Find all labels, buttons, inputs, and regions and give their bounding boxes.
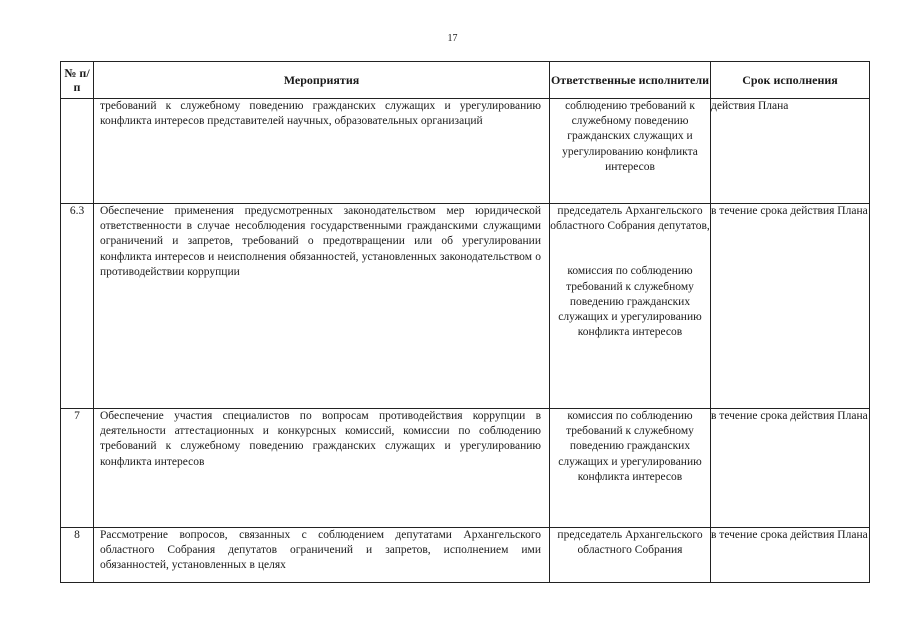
row-action: требований к служебному поведению гражданских служащих и урегулированию конфликта интересов представителей научных, образовательных организаций — [94, 99, 550, 204]
plan-table — [60, 61, 870, 583]
page-number: 17 — [447, 33, 458, 44]
header-responsible: Ответственные исполнители — [550, 62, 711, 99]
row-term: действия Плана — [711, 99, 870, 204]
row-num: 8 — [61, 528, 94, 583]
row-action: Рассмотрение вопросов, связанных с соблюдением депутатами Архангельского областного Собрания депутатов ограничений и запретов, исполнением ими обязанностей, установленных в целях — [94, 528, 550, 583]
responsible-text: председатель Архангельского областного Собрания — [557, 529, 703, 557]
row-responsible — [550, 528, 711, 583]
row-num — [61, 99, 94, 204]
row-action: Обеспечение применения предусмотренных законодательством мер юридической ответственности в случае несоблюдения государственными гражданскими служащими ограничений и запретов, требований о предотвращении или об урегулировании конфликта интересов и неисполнения обязанностей, установленных законодательством о противодействии коррупции — [94, 204, 550, 409]
row-num: 6.3 — [61, 204, 94, 409]
row-responsible — [550, 204, 711, 409]
row-term: в течение срока действия Плана — [711, 204, 870, 409]
header-term: Срок исполнения — [711, 62, 870, 99]
spacer — [550, 234, 710, 264]
table-row — [61, 528, 870, 583]
table-row — [61, 204, 870, 409]
responsible-text: комиссия по соблюдению требований к служебному поведению гражданских служащих и урегулированию конфликта интересов — [558, 410, 702, 483]
table-header-row — [61, 62, 870, 99]
table-row — [61, 99, 870, 204]
row-num: 7 — [61, 409, 94, 528]
table-row — [61, 409, 870, 528]
row-action: Обеспечение участия специалистов по вопросам противодействия коррупции в деятельности аттестационных и конкурсных комиссий, комиссии по соблюдению требований к служебному поведению гражданских служащих и урегулированию конфликта интересов — [94, 409, 550, 528]
header-num: № п/п — [61, 62, 94, 99]
responsible-text: председатель Архангельского областного Собрания депутатов, — [550, 205, 710, 233]
responsible-text-2: комиссия по соблюдению требований к служебному поведению гражданских служащих и урегулированию конфликта интересов — [558, 265, 702, 339]
responsible-text: соблюдению требований к служебному поведению гражданских служащих и урегулированию конфликта интересов — [562, 100, 698, 173]
row-term: в течение срока действия Плана — [711, 528, 870, 583]
row-term: в течение срока действия Плана — [711, 409, 870, 528]
row-responsible — [550, 99, 711, 204]
row-responsible — [550, 409, 711, 528]
header-actions: Мероприятия — [94, 62, 550, 99]
